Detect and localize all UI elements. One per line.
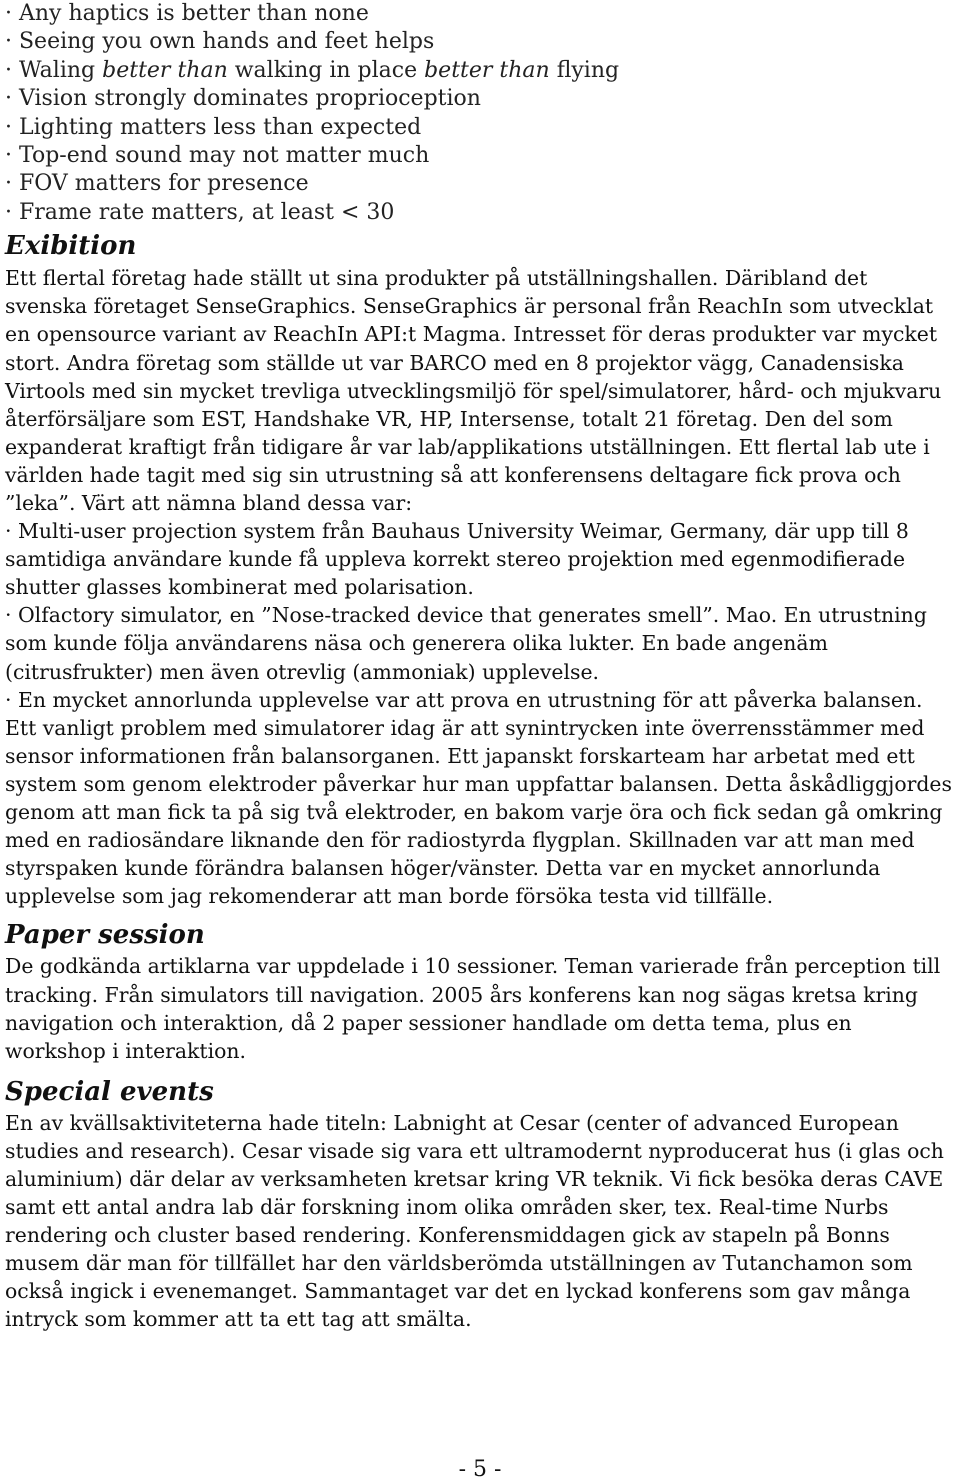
special-events-paragraph: En av kvällsaktiviteterna hade titeln: Labnight at Cesar (center of advanced European studies and research). Cesar visade sig vara ett ultramodernt nyproducerat hus (i glas och aluminium) där delar av verksamheten kretsar kring VR teknik. Vi fick besöka deras CAVE samt ett antal andra lab där forskning inom olika områden sker, tex. Real-time Nurbs rendering och cluster based rendering. Konferensmiddagen gick av stapeln på Bonns musem där man för tillfället har den världsberömda utställningen av Tutanchamon som också ingick i evenemanget. Sammantaget var det en lyckad konferens som gav många intryck som kommer att ta ett tag att smälta.: [5, 1110, 944, 1332]
section-heading-paper-session: Paper session: [5, 920, 205, 951]
finding-item: · Frame rate matters, at least < 30: [5, 199, 395, 225]
exibition-highlights-list: [5, 517, 955, 910]
section-heading-exibition: Exibition: [5, 231, 137, 262]
exibition-highlight: · En mycket annorlunda upplevelse var att prova en utrustning för att påverka balansen. Ett vanligt problem med simulatorer idag är att synintrycken inte överrensstämmer med sensor informationen från balansorganen. Ett japanskt forskarteam har arbetat med ett system som genom elektroder påverkar hur man uppfattar balansen. Detta åskådliggjordes genom att man fick ta på sig två elektroder, en bakom varje öra och fick sedan gå omkring med en radiosändare liknande den för radiostyrda flygplan. Skillnaden var att man med styrspaken kunde förändra balansen höger/vänster. Detta var en mycket annorlunda upplevelse som jag rekomenderar att man borde försöka testa vid tillfälle.: [5, 687, 952, 909]
page-number: - 5 -: [458, 1457, 502, 1482]
document-page: [5, 0, 955, 1334]
exibition-highlight: · Multi-user projection system från Bauhaus University Weimar, Germany, där upp till 8 samtidiga användare kunde få uppleva korrekt stereo projektion med egenmodifierade shutter glasses kombinerat med polarisation.: [5, 519, 909, 600]
finding-item: · Seeing you own hands and feet helps: [5, 29, 435, 55]
finding-item: · Lighting matters less than expected: [5, 114, 422, 140]
finding-item: · Any haptics is better than none: [5, 1, 369, 26]
finding-item: · Top-end sound may not matter much: [5, 143, 430, 169]
exibition-paragraph: Ett flertal företag hade ställt ut sina produkter på utställningshallen. Däribland det svenska företaget SenseGraphics. SenseGraphics är personal från ReachIn som utvecklat en opensource variant av ReachIn API:t Magma. Intresset för deras produkter var mycket stort. Andra företag som ställde ut var BARCO med en 8 projektor vägg, Canadensiska Virtools med sin mycket trevliga utvecklingsmiljö för spel/simulatorer, hård- och mjukvaru återförsäljare som EST, Handshake VR, HP, Intersense, totalt 21 företag. Den del som expanderat kraftigt från tidigare år var lab/applikations utställningen. Ett flertal lab ute i världen hade tagit med sig sin utrustning så att konferensens deltagare fick prova och ”leka”. Värt att nämna bland dessa var:: [5, 266, 942, 515]
findings-list: [5, 0, 955, 227]
paper-session-paragraph: De godkända artiklarna var uppdelade i 10 sessioner. Teman varierade från perception till tracking. Från simulators till navigation. 2005 års konferens kan nog sägas kretsa kring navigation och interaktion, då 2 paper sessioner handlade om detta tema, plus en workshop i interaktion.: [5, 954, 941, 1063]
section-heading-special-events: Special events: [5, 1076, 214, 1107]
exibition-highlight: · Olfactory simulator, en ”Nose-tracked device that generates smell”. Mao. En utrustning som kunde följa användarens näsa och generera olika lukter. En bade angenäm (citrusfrukter) men även otrevlig (ammoniak) upplevelse.: [5, 603, 927, 684]
finding-item: · Vision strongly dominates proprioception: [5, 86, 481, 112]
finding-item: · FOV matters for presence: [5, 171, 309, 197]
finding-item: · Waling better than walking in place better than flying: [5, 57, 620, 83]
